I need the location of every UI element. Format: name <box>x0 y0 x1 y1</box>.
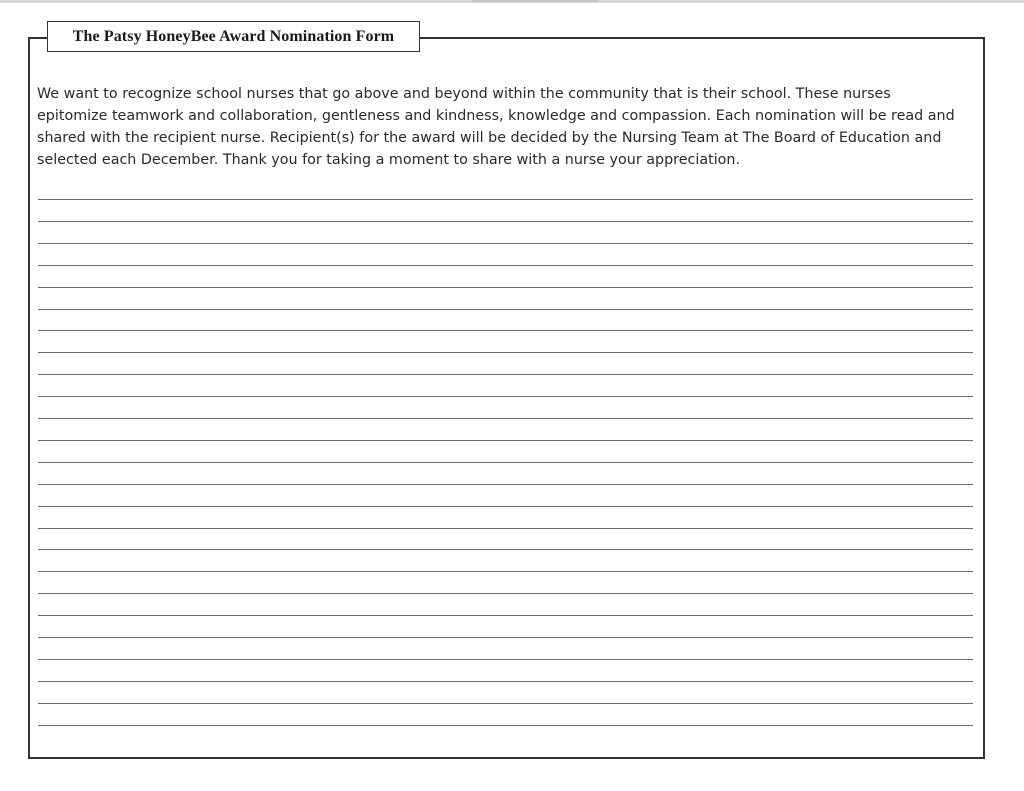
writing-line[interactable] <box>38 549 973 550</box>
writing-line[interactable] <box>38 506 973 507</box>
writing-line[interactable] <box>38 703 973 704</box>
writing-line[interactable] <box>38 637 973 638</box>
writing-line[interactable] <box>38 725 973 726</box>
writing-line[interactable] <box>38 243 973 244</box>
writing-line[interactable] <box>38 440 973 441</box>
writing-line[interactable] <box>38 659 973 660</box>
writing-line[interactable] <box>38 528 973 529</box>
writing-line[interactable] <box>38 418 973 419</box>
writing-line[interactable] <box>38 484 973 485</box>
writing-line[interactable] <box>38 571 973 572</box>
writing-line[interactable] <box>38 265 973 266</box>
form-title: The Patsy HoneyBee Award Nomination Form <box>72 27 395 45</box>
writing-line[interactable] <box>38 309 973 310</box>
writing-line[interactable] <box>38 681 973 682</box>
writing-line[interactable] <box>38 221 973 222</box>
writing-line[interactable] <box>38 287 973 288</box>
writing-line[interactable] <box>38 330 973 331</box>
writing-area[interactable] <box>38 0 973 791</box>
writing-line[interactable] <box>38 462 973 463</box>
writing-line[interactable] <box>38 374 973 375</box>
writing-line[interactable] <box>38 199 973 200</box>
writing-line[interactable] <box>38 615 973 616</box>
writing-line[interactable] <box>38 396 973 397</box>
writing-line[interactable] <box>38 352 973 353</box>
writing-line[interactable] <box>38 593 973 594</box>
intro-paragraph: We want to recognize school nurses that go above and beyond within the community that is their school. These nurses epitomize teamwork and collaboration, gentleness and kindness, knowledge and compassion. Each nomination will be read and shared with the recipient nurse. Recipient(s) for the award will be decided by the Nursing Team at The Board of Education and selected each December. Thank you for taking a moment to share with a nurse your appreciation. <box>37 86 955 168</box>
